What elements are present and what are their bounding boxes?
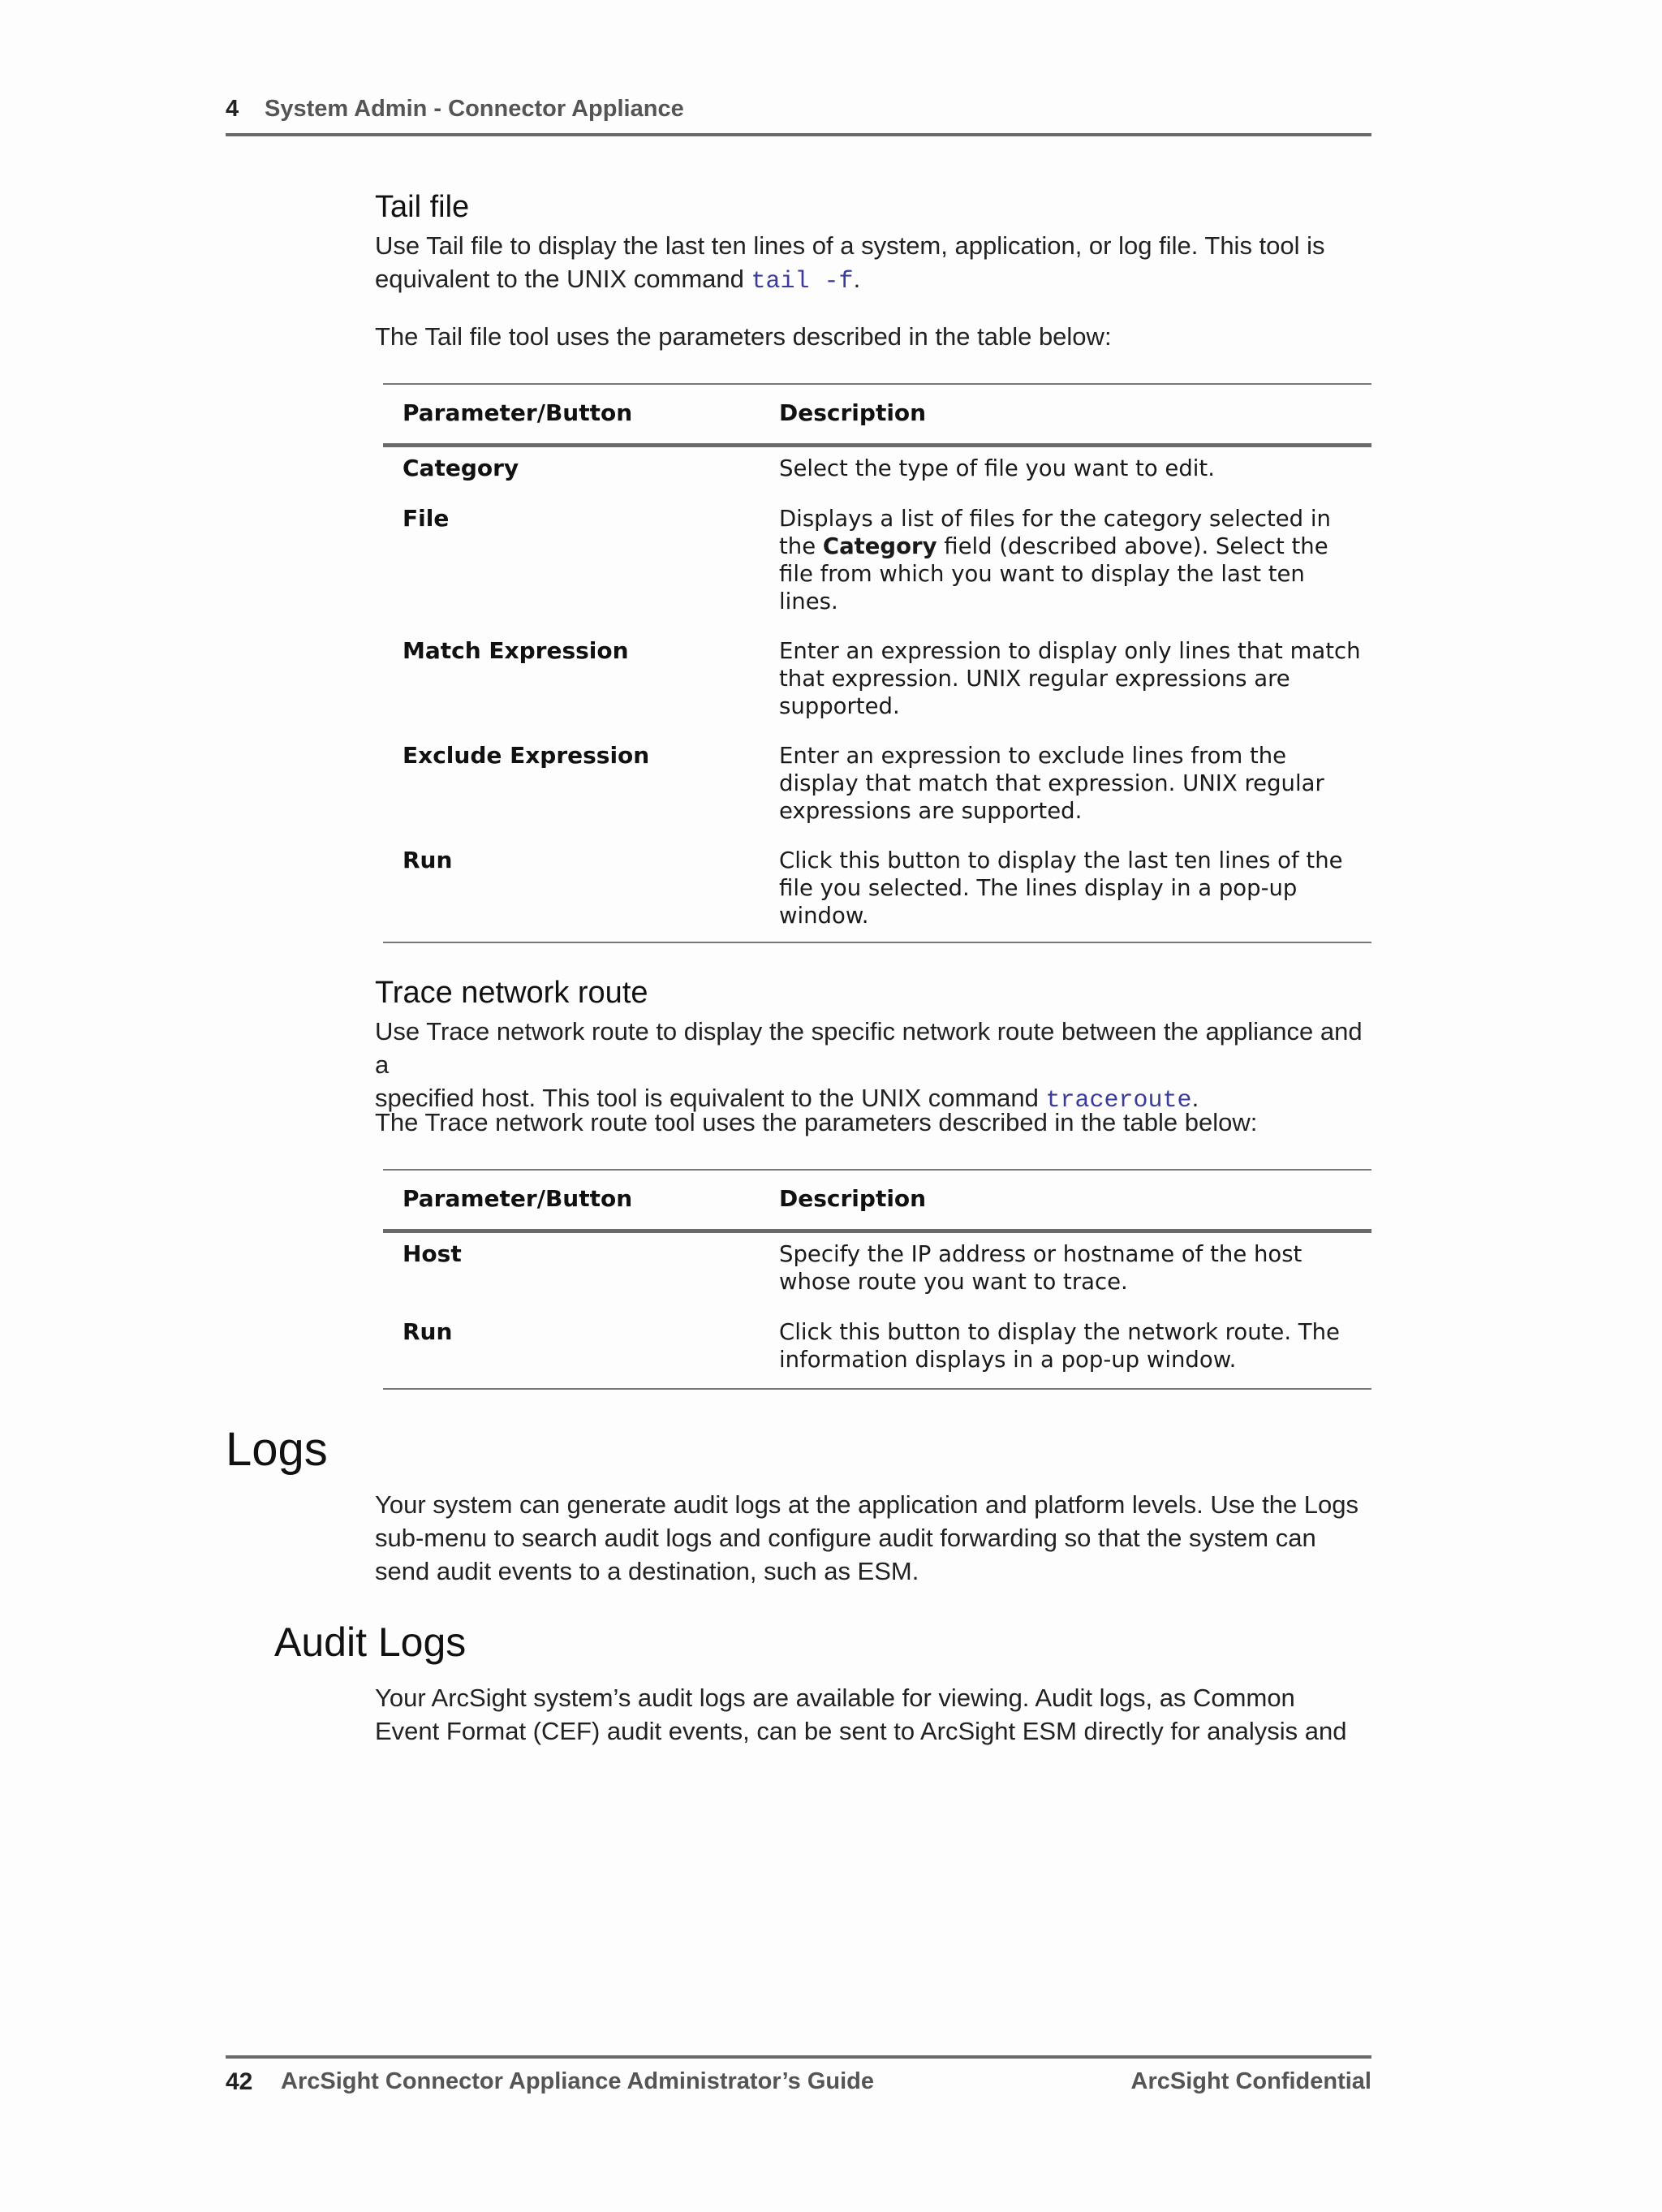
- param-name: File: [403, 505, 450, 532]
- param-description: Enter an expression to exclude lines from the display that match that expression. UNIX regular expressions are supported.: [779, 743, 1324, 824]
- section-heading-tail-file: Tail file: [375, 190, 470, 224]
- tail-command: tail -f: [751, 268, 854, 295]
- table-header-parameter: Parameter/Button: [403, 1185, 633, 1212]
- tail-file-table: [383, 383, 1371, 943]
- param-name: Match Expression: [403, 637, 629, 664]
- audit-logs-heading: Audit Logs: [274, 1619, 467, 1665]
- chapter-number: 4: [226, 96, 239, 122]
- table-top-rule: [383, 383, 1371, 385]
- param-description: Click this button to display the network route. The information displays in a pop-up window.: [779, 1319, 1340, 1373]
- page-number: 42: [226, 2068, 253, 2095]
- confidential-label: ArcSight Confidential: [1130, 2068, 1371, 2094]
- table-header-parameter: Parameter/Button: [403, 399, 633, 426]
- table-header-rule: [383, 443, 1371, 447]
- trace-route-intro-line-2: specified host. This tool is equivalent to the UNIX command traceroute.: [375, 1084, 1199, 1115]
- table-bottom-rule: [383, 942, 1371, 943]
- trace-route-intro-line-1: Use Trace network route to display the specific network route between the appliance and a: [375, 1017, 1363, 1079]
- tail-file-intro-line-1: Use Tail file to display the last ten lines of a system, application, or log file. This tool is: [375, 231, 1325, 260]
- table-bottom-rule: [383, 1388, 1371, 1390]
- section-heading-trace-network-route: Trace network route: [375, 976, 648, 1010]
- tail-file-table-intro: The Tail file tool uses the parameters described in the table below:: [375, 322, 1112, 351]
- table-header-rule: [383, 1229, 1371, 1233]
- table-header-description: Description: [779, 399, 927, 426]
- table-top-rule: [383, 1169, 1371, 1171]
- traceroute-command: traceroute: [1045, 1087, 1192, 1115]
- param-description: Enter an expression to display only lines that match that expression. UNIX regular expressions are supported.: [779, 638, 1361, 719]
- param-description: Displays a list of files for the category selected in the Category field (described above). Select the file from which you want to display the last ten lines.: [779, 506, 1331, 614]
- param-name: Run: [403, 847, 453, 873]
- book-title: ArcSight Connector Appliance Administrator’s Guide: [281, 2068, 874, 2094]
- running-footer: [226, 2055, 1371, 2095]
- table-header-description: Description: [779, 1185, 927, 1212]
- logs-text: Your system can generate audit logs at the application and platform levels. Use the Logs sub-menu to search audit logs and configure audit forwarding so that the system can send audit events to a destination, such as ESM.: [375, 1490, 1359, 1585]
- tail-file-intro-line-2: equivalent to the UNIX command tail -f.: [375, 265, 861, 295]
- param-name: Host: [403, 1240, 462, 1267]
- trace-route-intro: [375, 1015, 1381, 1118]
- param-description: Click this button to display the last ten lines of the file you selected. The lines display in a pop-up window.: [779, 847, 1343, 929]
- tail-file-intro: [375, 229, 1381, 299]
- trace-route-table-intro: The Trace network route tool uses the parameters described in the table below:: [375, 1108, 1258, 1136]
- param-name: Exclude Expression: [403, 742, 650, 769]
- param-description: Select the type of file you want to edit.: [779, 455, 1215, 481]
- param-name: Run: [403, 1318, 453, 1345]
- logs-heading: Logs: [226, 1423, 328, 1476]
- param-description: Specify the IP address or hostname of the host whose route you want to trace.: [779, 1241, 1302, 1295]
- audit-logs-text: Your ArcSight system’s audit logs are available for viewing. Audit logs, as Common Event Format (CEF) audit events, can be sent to ArcSight ESM directly for analysis and: [375, 1684, 1347, 1745]
- param-name: Category: [403, 455, 519, 481]
- trace-route-table: [383, 1169, 1371, 1390]
- chapter-title: System Admin - Connector Appliance: [265, 96, 684, 122]
- running-header: [226, 91, 1371, 136]
